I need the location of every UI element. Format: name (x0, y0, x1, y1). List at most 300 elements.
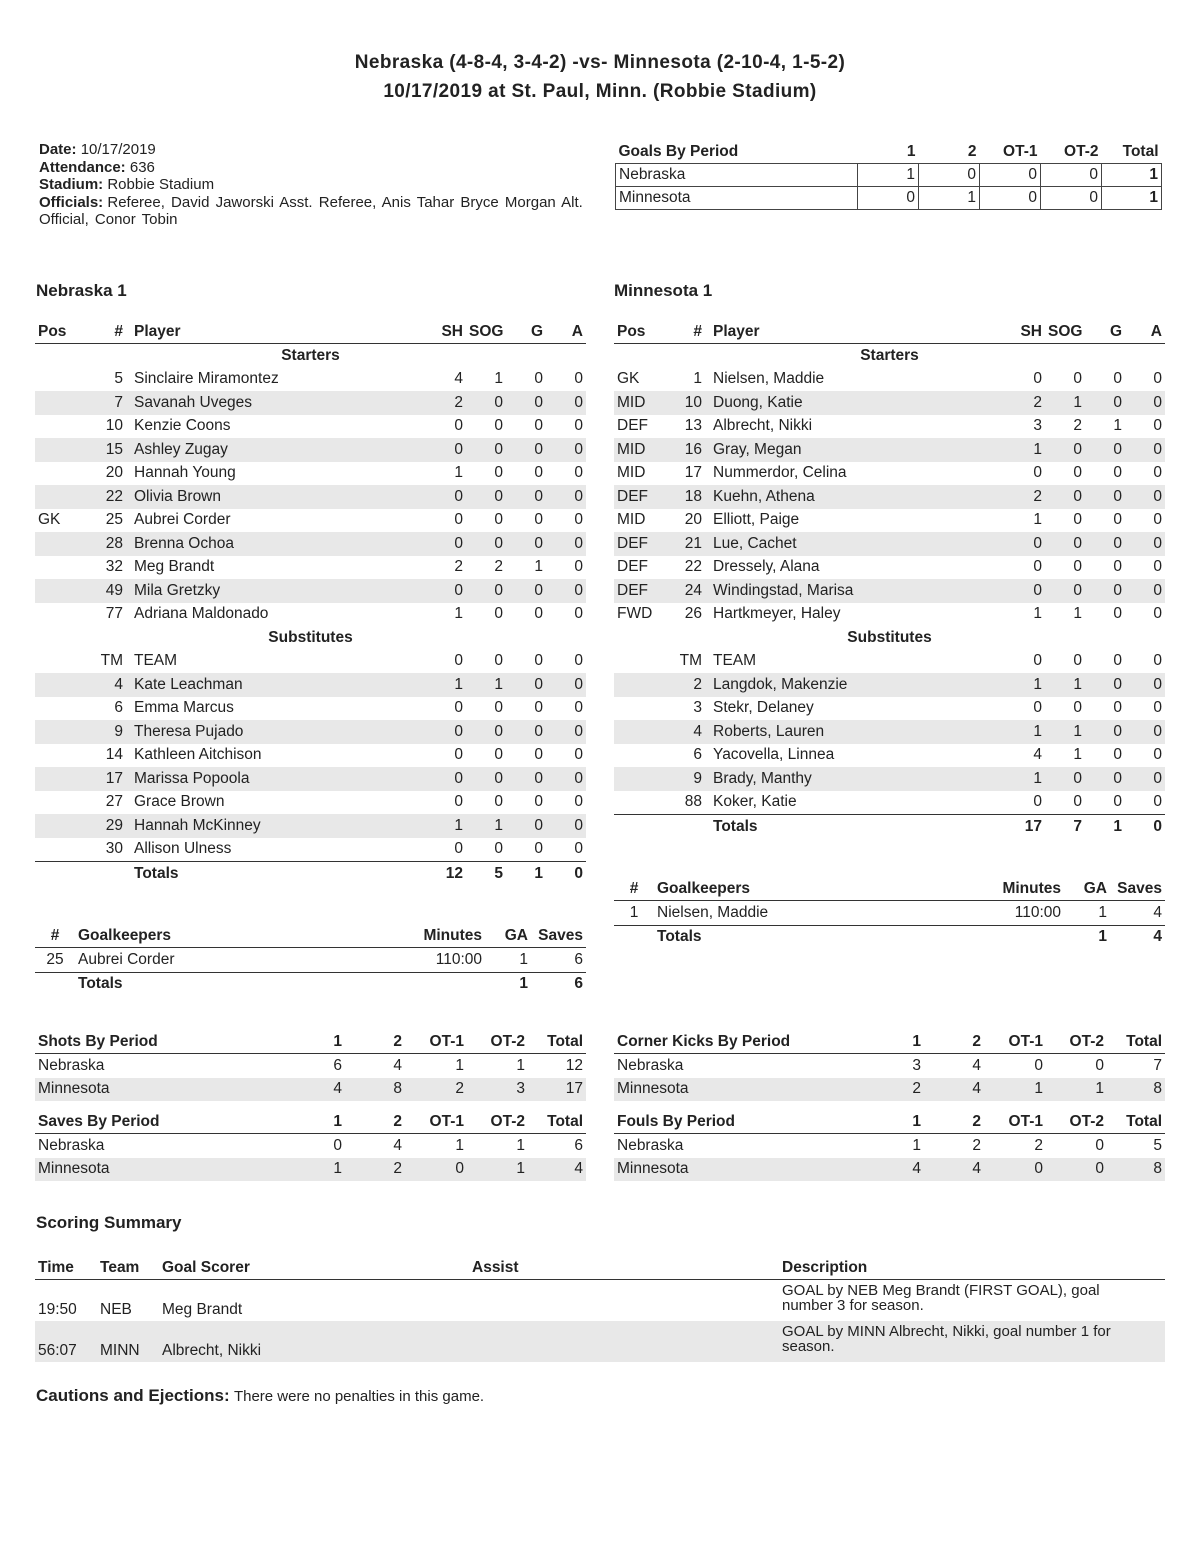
player-row (614, 720, 1165, 744)
period-value: 2 (405, 1078, 467, 1102)
player-pos (35, 391, 93, 415)
goal-team: MINN (97, 1321, 159, 1362)
player-sog: 0 (1073, 558, 1082, 576)
player-sh: 0 (1033, 793, 1042, 811)
period-col-header: OT-2 (1046, 1031, 1107, 1054)
player-row (614, 697, 1165, 721)
player-number: 17 (93, 767, 126, 791)
period-value: 1 (984, 1078, 1046, 1102)
player-number: 1 (693, 370, 702, 388)
player-g: 0 (1085, 579, 1125, 603)
player-name: Nummerdor, Celina (713, 464, 847, 482)
gk-minutes: 110:00 (435, 950, 482, 968)
section-row (35, 344, 586, 368)
player-pos (35, 673, 93, 697)
col-g: G (1085, 321, 1125, 344)
player-pos (35, 415, 93, 439)
cautions-line (36, 1386, 484, 1406)
section-label: Substitutes (268, 628, 353, 646)
period-value: 8 (1107, 1078, 1165, 1102)
period-value: 3 (912, 1056, 921, 1074)
player-sh: 0 (454, 840, 463, 858)
player-a: 0 (546, 673, 586, 697)
period-col-header: OT-1 (984, 1111, 1046, 1134)
player-pos: GK (617, 370, 640, 388)
player-pos: GK (38, 511, 61, 529)
period-value: 5 (1153, 1136, 1162, 1154)
player-g: 1 (1113, 417, 1122, 435)
player-name: Kuehn, Athena (705, 485, 1005, 509)
gbp-value: 0 (1041, 164, 1102, 187)
player-sog: 0 (466, 485, 506, 509)
goal-time: 19:50 (38, 1301, 77, 1318)
gbp-col-header: 1 (858, 141, 919, 164)
gk-totals-saves: 6 (531, 972, 586, 996)
player-pos (614, 744, 672, 768)
player-name: Stekr, Delaney (713, 699, 814, 717)
player-a: 0 (546, 814, 586, 838)
player-g: 0 (1085, 532, 1125, 556)
totals-label: Totals (126, 862, 426, 886)
gk-saves: 4 (1153, 903, 1162, 921)
player-a: 0 (1153, 558, 1162, 576)
nebraska-heading: Nebraska 1 (36, 281, 127, 300)
gbp-row (616, 187, 1162, 210)
period-value: 4 (393, 1136, 402, 1154)
player-g: 0 (506, 673, 546, 697)
period-value: 6 (574, 1136, 583, 1154)
player-sh: 3 (1033, 417, 1042, 435)
player-name: Grace Brown (134, 793, 225, 811)
player-pos (35, 767, 93, 791)
player-name: Aubrei Corder (134, 511, 231, 529)
gk-col-saves: Saves (531, 925, 586, 948)
player-g: 0 (534, 464, 543, 482)
player-row (614, 767, 1165, 791)
player-row (614, 791, 1165, 815)
player-g: 0 (1113, 746, 1122, 764)
player-row (35, 415, 586, 439)
player-pos (614, 767, 672, 791)
player-number: 2 (672, 673, 705, 697)
stadium-label: Stadium: (39, 176, 104, 193)
player-sog: 1 (1045, 720, 1085, 744)
player-g: 0 (534, 511, 543, 529)
player-number: 27 (105, 793, 123, 811)
player-row (614, 415, 1165, 439)
player-sh: 2 (1005, 485, 1045, 509)
period-col-header: 1 (285, 1111, 345, 1134)
player-sh: 0 (1033, 558, 1042, 576)
player-g: 0 (1113, 793, 1122, 811)
player-name: Marissa Popoola (126, 767, 426, 791)
player-sh: 0 (454, 793, 463, 811)
player-row (614, 391, 1165, 415)
player-pos (614, 791, 672, 815)
period-value: 1 (912, 1136, 921, 1154)
period-col-header: OT-2 (467, 1111, 528, 1134)
player-sog: 0 (466, 532, 506, 556)
player-a: 0 (546, 720, 586, 744)
player-name: Meg Brandt (134, 558, 215, 576)
player-row (614, 438, 1165, 462)
player-a: 0 (1153, 652, 1162, 670)
gbp-col-header: 2 (919, 141, 980, 164)
player-sh: 1 (1033, 605, 1042, 623)
goal-time: 56:07 (35, 1321, 97, 1362)
gk-totals-label: Totals (654, 925, 984, 949)
player-g: 0 (506, 532, 546, 556)
player-sh: 1 (1005, 438, 1045, 462)
player-sh: 1 (1005, 720, 1045, 744)
totals-g: 1 (1085, 815, 1125, 839)
player-a: 0 (1153, 417, 1162, 435)
period-header-row (614, 1031, 1165, 1054)
period-col-header: Total (528, 1111, 586, 1134)
col-a: A (546, 321, 586, 344)
period-value: 12 (565, 1056, 583, 1074)
period-value: 7 (1153, 1056, 1162, 1074)
period-col-header: 2 (345, 1031, 405, 1054)
period-value: 4 (924, 1078, 984, 1102)
period-value: 1 (467, 1158, 528, 1182)
gk-saves: 6 (574, 950, 583, 968)
gbp-row (616, 164, 1162, 187)
player-sh: 1 (426, 673, 466, 697)
col-goal-scorer: Goal Scorer (159, 1257, 469, 1280)
player-a: 0 (574, 652, 583, 670)
period-row (614, 1078, 1165, 1102)
player-number: 14 (105, 746, 123, 764)
player-sh: 0 (1033, 464, 1042, 482)
player-pos (35, 462, 93, 486)
period-value: 3 (467, 1078, 528, 1102)
player-g: 1 (534, 558, 543, 576)
player-number: 9 (93, 720, 126, 744)
totals-sog: 5 (466, 862, 506, 886)
section-label: Starters (281, 346, 340, 364)
gk-header-row (614, 878, 1165, 901)
cautions-label: Cautions and Ejections: (36, 1386, 230, 1405)
player-number: 18 (672, 485, 705, 509)
period-col-header: OT-1 (984, 1031, 1046, 1054)
player-number: 10 (672, 391, 705, 415)
player-a: 0 (1125, 767, 1165, 791)
player-sh: 0 (454, 746, 463, 764)
player-g: 0 (534, 840, 543, 858)
period-value: 6 (333, 1056, 342, 1074)
period-col-header: 2 (924, 1111, 984, 1134)
player-pos (35, 532, 93, 556)
gk-totals-ga: 1 (485, 972, 531, 996)
player-a: 0 (574, 793, 583, 811)
player-number: 4 (672, 720, 705, 744)
player-g: 0 (506, 438, 546, 462)
player-pos: MID (617, 464, 646, 482)
period-col-header: 1 (864, 1111, 924, 1134)
player-g: 0 (1085, 767, 1125, 791)
player-name: TEAM (134, 652, 178, 670)
col-description: Description (779, 1257, 1165, 1280)
player-a: 0 (546, 767, 586, 791)
player-g: 0 (1113, 605, 1122, 623)
player-name: Brady, Manthy (705, 767, 1005, 791)
player-sog: 0 (494, 464, 503, 482)
player-a: 0 (1153, 793, 1162, 811)
player-sog: 0 (494, 699, 503, 717)
player-sh: 0 (426, 767, 466, 791)
player-sh: 1 (1005, 673, 1045, 697)
player-name: Kate Leachman (126, 673, 426, 697)
col-time: Time (35, 1257, 97, 1280)
player-sog: 1 (1045, 673, 1085, 697)
player-row (35, 391, 586, 415)
player-row (35, 462, 586, 486)
player-sh: 1 (454, 464, 463, 482)
gk-row (35, 948, 586, 973)
officials-value: Referee, David Jaworski Asst. Referee, Anis Tahar Bryce Morgan Alt. Official, Conor Tobin (39, 193, 583, 228)
gk-row (614, 901, 1165, 926)
period-value: 0 (1095, 1056, 1104, 1074)
period-value: 2 (1034, 1136, 1043, 1154)
player-sh: 4 (1033, 746, 1042, 764)
player-row (614, 744, 1165, 768)
player-row (35, 368, 586, 392)
player-row (35, 767, 586, 791)
player-number: 77 (105, 605, 123, 623)
gk-totals-label: Totals (75, 972, 405, 996)
section-row (614, 626, 1165, 650)
date-label: Date: (39, 141, 77, 158)
player-g: 0 (1113, 652, 1122, 670)
player-number: 20 (105, 464, 123, 482)
player-name: Gray, Megan (705, 438, 1005, 462)
player-a: 0 (1125, 532, 1165, 556)
period-value: 8 (1107, 1158, 1165, 1182)
player-number: TM (100, 652, 123, 670)
player-sh: 0 (454, 417, 463, 435)
player-g: 0 (1085, 438, 1125, 462)
box-header-row (35, 321, 586, 344)
period-value: 4 (972, 1056, 981, 1074)
player-row (35, 579, 586, 603)
period-col-header: OT-1 (405, 1031, 467, 1054)
period-col-header: 2 (345, 1111, 405, 1134)
period-row (35, 1158, 586, 1182)
player-a: 0 (1125, 720, 1165, 744)
player-name: Theresa Pujado (126, 720, 426, 744)
player-sog: 0 (466, 720, 506, 744)
player-sog: 1 (1073, 605, 1082, 623)
gk-header-row (35, 925, 586, 948)
totals-sh: 12 (426, 862, 466, 886)
player-sog: 1 (494, 370, 503, 388)
player-a: 0 (574, 840, 583, 858)
period-value: 17 (528, 1078, 586, 1102)
period-row (35, 1078, 586, 1102)
player-sh: 0 (1005, 532, 1045, 556)
gk-col-saves: Saves (1110, 878, 1165, 901)
player-sog: 2 (1073, 417, 1082, 435)
player-sog: 0 (1073, 464, 1082, 482)
player-number: 28 (93, 532, 126, 556)
player-name: Albrecht, Nikki (713, 417, 813, 435)
player-g: 0 (506, 579, 546, 603)
player-number: 22 (684, 558, 702, 576)
gk-totals-row (35, 972, 586, 996)
period-col-header: Total (528, 1031, 586, 1054)
player-pos: DEF (617, 558, 648, 576)
player-name: Nielsen, Maddie (713, 370, 825, 388)
player-number: TM (679, 652, 702, 670)
totals-a: 0 (546, 862, 586, 886)
gk-ga: 1 (519, 950, 528, 968)
section-label: Substitutes (847, 628, 932, 646)
player-row (35, 438, 586, 462)
col-assist: Assist (469, 1257, 779, 1280)
period-value: 1 (516, 1056, 525, 1074)
player-name: Savanah Uveges (126, 391, 426, 415)
col-pos: Pos (35, 321, 93, 344)
totals-row (35, 862, 586, 886)
player-number: 21 (672, 532, 705, 556)
scoring-summary-heading: Scoring Summary (36, 1213, 182, 1232)
gbp-value: 1 (919, 187, 980, 210)
player-sh: 0 (426, 438, 466, 462)
period-value: 4 (393, 1056, 402, 1074)
title-line-2: 10/17/2019 at St. Paul, Minn. (Robbie Stadium) (383, 81, 817, 102)
player-a: 0 (1153, 370, 1162, 388)
player-sog: 0 (1045, 579, 1085, 603)
player-sog: 0 (1073, 699, 1082, 717)
player-sog: 0 (466, 579, 506, 603)
gk-col-ga: GA (485, 925, 531, 948)
period-value: 4 (924, 1158, 984, 1182)
gbp-col-header: Total (1102, 141, 1162, 164)
goal-team: NEB (100, 1301, 132, 1318)
player-name: Windingstad, Marisa (705, 579, 1005, 603)
player-g: 0 (534, 605, 543, 623)
player-row (614, 532, 1165, 556)
player-a: 0 (546, 438, 586, 462)
player-name: Ashley Zugay (126, 438, 426, 462)
shots-by-period-table (35, 1031, 586, 1101)
player-sog: 1 (466, 814, 506, 838)
period-value: 2 (864, 1078, 924, 1102)
player-sog: 0 (466, 767, 506, 791)
period-row (614, 1134, 1165, 1158)
col-sh: SH (1005, 321, 1045, 344)
player-a: 0 (1153, 511, 1162, 529)
player-sog: 0 (494, 511, 503, 529)
gk-col-number: # (35, 925, 75, 948)
period-col-header: 1 (285, 1031, 345, 1054)
player-row (614, 556, 1165, 580)
player-a: 0 (574, 699, 583, 717)
section-row (614, 344, 1165, 368)
player-number: 16 (672, 438, 705, 462)
gk-totals-row (614, 925, 1165, 949)
player-sh: 0 (454, 652, 463, 670)
player-g: 0 (1113, 558, 1122, 576)
gk-name: Nielsen, Maddie (657, 903, 769, 921)
player-g: 0 (1085, 720, 1125, 744)
player-sh: 0 (426, 532, 466, 556)
player-g: 0 (534, 417, 543, 435)
gbp-value: 0 (980, 187, 1041, 210)
player-name: Kenzie Coons (134, 417, 231, 435)
player-name: Yacovella, Linnea (713, 746, 835, 764)
player-pos: MID (614, 438, 672, 462)
col-number: # (672, 321, 705, 344)
section-label: Starters (860, 346, 919, 364)
player-sog: 0 (494, 840, 503, 858)
officials-label: Officials: (39, 193, 104, 211)
player-g: 0 (534, 793, 543, 811)
player-a: 0 (1125, 438, 1165, 462)
player-number: 10 (105, 417, 123, 435)
period-col-header: Total (1107, 1111, 1165, 1134)
gbp-team: Nebraska (616, 164, 858, 187)
player-sog: 0 (494, 746, 503, 764)
gbp-value: 0 (980, 164, 1041, 187)
stadium-value: Robbie Stadium (107, 176, 215, 193)
gbp-value: 0 (1041, 187, 1102, 210)
minnesota-goalkeepers (614, 878, 1165, 949)
player-g: 0 (1113, 370, 1122, 388)
player-g: 0 (506, 485, 546, 509)
period-value: 1 (1046, 1078, 1107, 1102)
scoring-row (35, 1280, 1165, 1322)
player-pos (35, 814, 93, 838)
period-col-header: OT-2 (1046, 1111, 1107, 1134)
player-sog: 0 (1045, 438, 1085, 462)
period-header-row (35, 1111, 586, 1134)
period-col-header: Total (1107, 1031, 1165, 1054)
goal-scorer: Meg Brandt (162, 1301, 243, 1318)
player-a: 0 (1125, 485, 1165, 509)
player-pos (35, 368, 93, 392)
player-name: Emma Marcus (134, 699, 234, 717)
goal-assist (469, 1280, 779, 1322)
period-col-header: 2 (924, 1031, 984, 1054)
player-number: 88 (684, 793, 702, 811)
period-value: 1 (285, 1158, 345, 1182)
period-value: 8 (345, 1078, 405, 1102)
player-pos (35, 697, 93, 721)
player-sh: 0 (426, 579, 466, 603)
player-row (35, 650, 586, 674)
player-number: 5 (114, 370, 123, 388)
gk-totals-saves: 4 (1110, 925, 1165, 949)
player-a: 0 (546, 391, 586, 415)
totals-sh: 17 (1005, 815, 1045, 839)
player-name: Langdok, Makenzie (705, 673, 1005, 697)
player-sh: 1 (1005, 767, 1045, 791)
player-g: 0 (1085, 391, 1125, 415)
player-a: 0 (574, 370, 583, 388)
player-name: Sinclaire Miramontez (134, 370, 279, 388)
player-pos (614, 650, 672, 674)
player-a: 0 (1125, 579, 1165, 603)
player-sog: 0 (466, 438, 506, 462)
player-pos (35, 603, 93, 627)
player-a: 0 (574, 417, 583, 435)
player-name: Brenna Ochoa (126, 532, 426, 556)
period-title: Shots By Period (35, 1031, 285, 1054)
player-a: 0 (574, 464, 583, 482)
player-pos: DEF (614, 579, 672, 603)
